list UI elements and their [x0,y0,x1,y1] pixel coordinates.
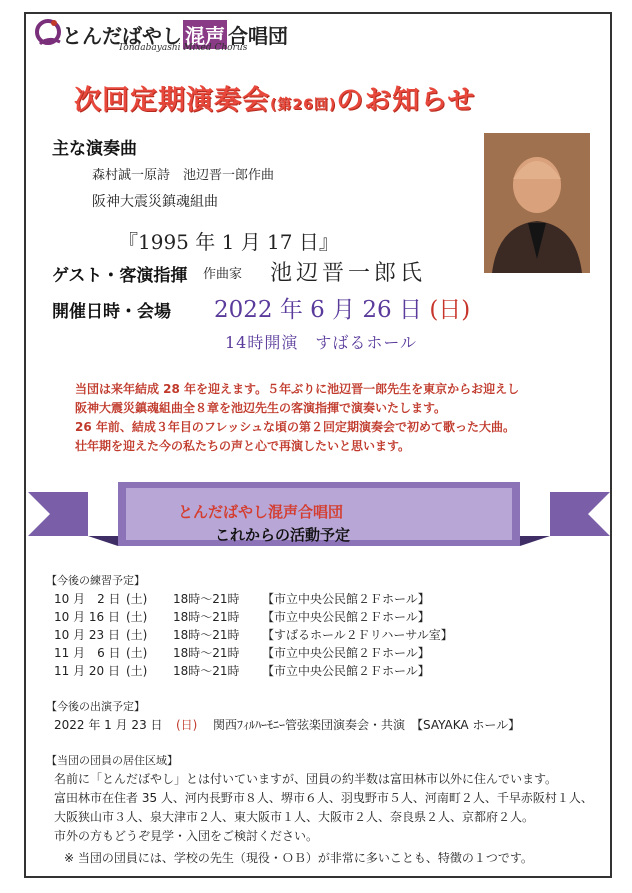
program-credits: 森村誠一原詩 池辺晋一郎作曲 [92,168,275,183]
title-edition: (第26回) [270,97,337,113]
performance-row [0,716,632,732]
practice-date: 11 月 6 日 [54,646,121,660]
banner-line-2: これからの活動予定 [215,526,351,544]
guest-prefix: 作曲家 [203,267,243,282]
practice-row [0,590,632,606]
practice-time: 18時～21時 [173,646,240,660]
practice-time: 18時～21時 [173,592,240,606]
practice-venue: 【市立中央公民館２Ｆホール】 [262,610,430,624]
members-footnote: ※ 当団の団員には、学校の先生（現役・ＯＢ）が非常に多いことも、特徴の１つです。 [64,851,533,865]
members-line-2: 富田林市在住者 35 人、河内長野市８人、堺市６人、羽曳野市５人、河南町２人、千早赤阪村１人、 [54,791,593,805]
performance-detail: 関西ﾌｨﾙﾊｰﾓﾆｰ管弦楽団演奏会・共演 【SAYAKA ホール】 [213,718,521,732]
message-line-4: 壮年期を迎えた今の私たちの声と心で再演したいと思います。 [75,439,411,453]
practice-time: 18時～21時 [173,628,240,642]
performance-date: 2022 年 1 月 23 日 [54,718,163,732]
program-subtitle: 『1995 年 1 月 17 日』 [118,230,339,254]
message-line-2: 阪神大震災鎮魂組曲全８章を池辺先生の客演指揮で演奏いたします。 [75,401,447,415]
logo-text-pre: とんだばやし [62,24,182,48]
guest-name: 池辺晋一郎氏 [270,261,427,286]
guest-label: ゲスト・客演指揮 [52,266,188,286]
event-time-venue: 14時開演 すばるホール [225,333,418,352]
event-weekday: (日) [429,297,471,323]
logo-text-mark: 混声 [183,20,227,49]
members-line-4: 市外の方もどうぞ見学・入団をご検討ください。 [54,829,319,843]
practice-dow: (土) [126,664,148,678]
practice-time: 18時～21時 [173,664,240,678]
schedule-label: 開催日時・会場 [52,302,171,322]
message-line-3: 26 年前、結成３年目のフレッシュな頃の第２回定期演奏会で初めて歌った大曲。 [75,420,516,434]
logo-emblem-icon [34,14,64,48]
practice-dow: (土) [126,628,148,642]
practice-time: 18時～21時 [173,610,240,624]
members-line-1: 名前に「とんだばやし」とは付いていますが、団員の約半数は富田林市以外に住んでいます。 [54,772,558,786]
banner-line-1: とんだばやし混声合唱団 [178,503,344,521]
event-date-value: 2022 年 6 月 26 日 [214,297,422,323]
practice-venue: 【市立中央公民館２Ｆホール】 [262,646,430,660]
practice-date: 11 月 20 日 [54,664,120,678]
logo-subtitle: Tondabayashi Mixed Chorus [118,43,248,53]
logo-text-post: 合唱団 [228,24,288,48]
practice-row [0,608,632,624]
practice-date: 10 月 23 日 [54,628,120,642]
members-title: 【当団の団員の居住区域】 [46,754,178,767]
title-tail: のお知らせ [336,85,476,116]
practice-row [0,662,632,678]
practice-date: 10 月 16 日 [54,610,120,624]
practice-dow: (土) [126,610,148,624]
practice-venue: 【市立中央公民館２Ｆホール】 [262,664,430,678]
practice-dow: (土) [126,592,148,606]
practice-title: 【今後の練習予定】 [46,574,145,587]
members-line-3: 大阪狭山市３人、泉大津市２人、東大阪市１人、大阪市２人、奈良県２人、京都府２人。 [54,810,535,824]
program-label: 主な演奏曲 [52,139,137,159]
practice-venue: 【すばるホール２Ｆリハーサル室】 [262,628,453,642]
practice-row [0,644,632,660]
message-line-1: 当団は来年結成 28 年を迎えます。５年ぶりに池辺晋一郎先生を東京からお迎えし [75,382,520,396]
performance-title: 【今後の出演予定】 [46,700,145,713]
practice-venue: 【市立中央公民館２Ｆホール】 [262,592,430,606]
practice-row [0,626,632,642]
practice-dow: (土) [126,646,148,660]
practice-date: 10 月 2 日 [54,592,121,606]
title-main: 次回定期演奏会 [74,85,270,116]
program-work: 阪神大震災鎮魂組曲 [92,194,218,210]
portrait-icon [484,133,590,273]
event-date [214,291,470,324]
conductor-photo [484,133,590,273]
page-title [74,78,475,117]
performance-dow: (日) [176,718,198,732]
